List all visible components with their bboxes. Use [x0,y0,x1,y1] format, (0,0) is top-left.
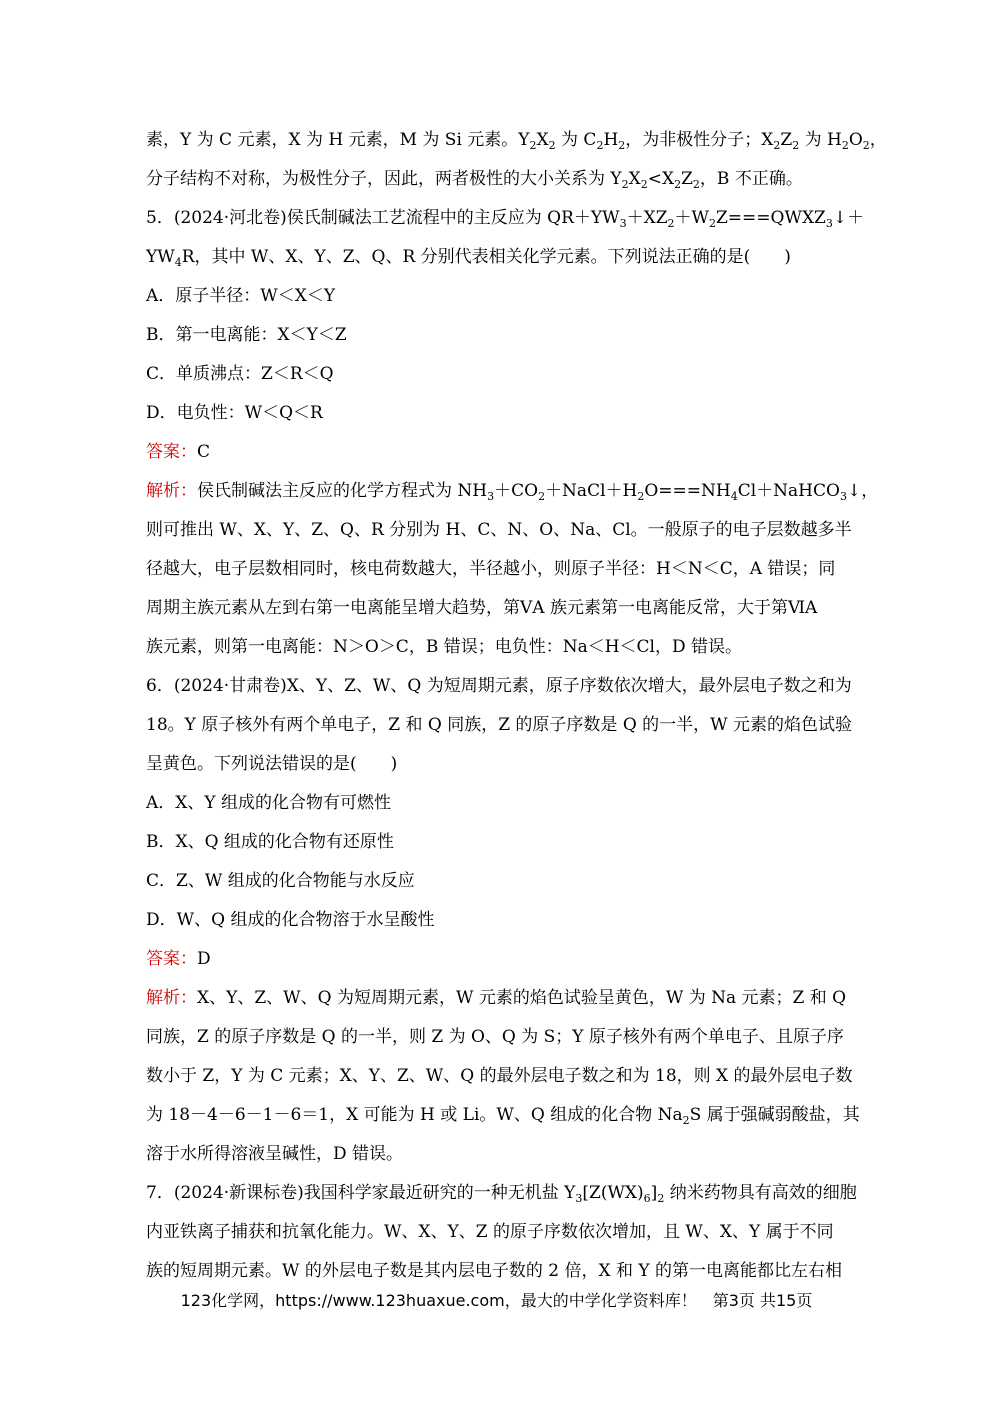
q5-analysis-line-1: 解析：侯氏制碱法主反应的化学方程式为 $NH_3+CO_2+NaCl+H_2O===NH_4Cl+NaHCO_3↓$， [146,481,879,503]
answer-label: 答案： [146,442,197,462]
q5-option-c: C．单质沸点：Z＜R＜Q [146,364,334,384]
q5-stem-line-1: 5．(2024·河北卷)侯氏制碱法工艺流程中的主反应为 $QR+YW_3+XZ_2+W_2Z===QWXZ_3↓+$ [146,208,865,230]
q7-stem-line-3: 族的短周期元素。W 的外层电子数是其内层电子数的 2 倍，X 和 Y 的第一电离能都比左右相 [146,1261,843,1281]
page-footer: 123化学网，https://www.123huaxue.com，最大的中学化学资料库！ 第3页 共15页 [180,1291,813,1310]
q6-analysis-line-3: 数小于 Z，Y 为 C 元素；X、Y、Z、W、Q 的最外层电子数之和为 18，则 X 的最外层电子数 [146,1066,853,1086]
q5-stem-line-2: $YW_4R$，其中 W、X、Y、Z、Q、R 分别代表相关化学元素。下列说法正确的是( ) [146,247,791,269]
q5-option-a: A．原子半径：W＜X＜Y [146,286,336,306]
q6-stem-line-1: 6．(2024·甘肃卷)X、Y、Z、W、Q 为短周期元素，原子序数依次增大，最外层电子数之和为 [146,676,852,696]
q5-analysis-line-2: 则可推出 W、X、Y、Z、Q、R 分别为 H、C、N、O、Na、Cl。一般原子的电子层数越多半 [146,520,852,540]
q6-analysis-line-4: 为 18－4－6－1－6＝1，X 可能为 H 或 Li。W、Q 组成的化合物 $Na_2S$ 属于强碱弱酸盐，其 [146,1105,860,1127]
q5-option-d: D．电负性：W＜Q＜R [146,403,323,423]
q6-option-b: B．X、Q 组成的化合物有还原性 [146,832,394,852]
answer-label: 答案： [146,949,197,969]
q6-answer [146,948,211,970]
q6-stem-line-3: 呈黄色。下列说法错误的是( ) [146,754,398,774]
q5-analysis-line-3: 径越大，电子层数相同时，核电荷数越大，半径越小，则原子半径：H＜N＜C，A 错误；同 [146,559,836,579]
q6-stem-line-2: 18。Y 原子核外有两个单电子，Z 和 Q 同族，Z 的原子序数是 Q 的一半，W 元素的焰色试验 [146,715,853,735]
q6-analysis-line-1: 解析：X、Y、Z、W、Q 为短周期元素，W 元素的焰色试验呈黄色，W 为 Na 元素；Z 和 Q [146,988,847,1008]
q6-option-a: A．X、Y 组成的化合物有可燃性 [146,793,392,813]
q5-analysis-line-5: 族元素，则第一电离能：N＞O＞C，B 错误；电负性：Na＜H＜Cl，D 错误。 [146,637,743,657]
analysis-label: 解析： [146,481,197,501]
q6-option-d: D．W、Q 组成的化合物溶于水呈酸性 [146,910,435,930]
prev-line-1: 素，Y 为 C 元素，X 为 H 元素，M 为 Si 元素。$Y_2X_2$ 为 $C_2H_2$，为非极性分子；$X_2Z_2$ 为 $H_2O_2$， [146,130,887,152]
q6-option-c: C．Z、W 组成的化合物能与水反应 [146,871,415,891]
q6-analysis-line-5: 溶于水所得溶液呈碱性，D 错误。 [146,1144,404,1164]
analysis-label: 解析： [146,988,197,1008]
q5-option-b: B．第一电离能：X＜Y＜Z [146,325,347,345]
answer-value: D [197,949,211,969]
answer-value: C [197,442,211,462]
q5-analysis-line-4: 周期主族元素从左到右第一电离能呈增大趋势，第ⅤA 族元素第一电离能反常，大于第ⅥA [146,598,818,618]
q7-stem-line-1: 7．(2024·新课标卷)我国科学家最近研究的一种无机盐 $Y_3[Z(WX)_6]_2$ 纳米药物具有高效的细胞 [146,1183,857,1205]
q5-answer [146,441,210,463]
prev-line-2: 分子结构不对称，为极性分子，因此，两者极性的大小关系为 $Y_2X_2<X_2Z_2$，B 不正确。 [146,169,803,191]
q7-stem-line-2: 内亚铁离子捕获和抗氧化能力。W、X、Y、Z 的原子序数依次增加，且 W、X、Y 属于不同 [146,1222,834,1242]
q6-analysis-line-2: 同族，Z 的原子序数是 Q 的一半，则 Z 为 O、Q 为 S；Y 原子核外有两个单电子、且原子序 [146,1027,844,1047]
